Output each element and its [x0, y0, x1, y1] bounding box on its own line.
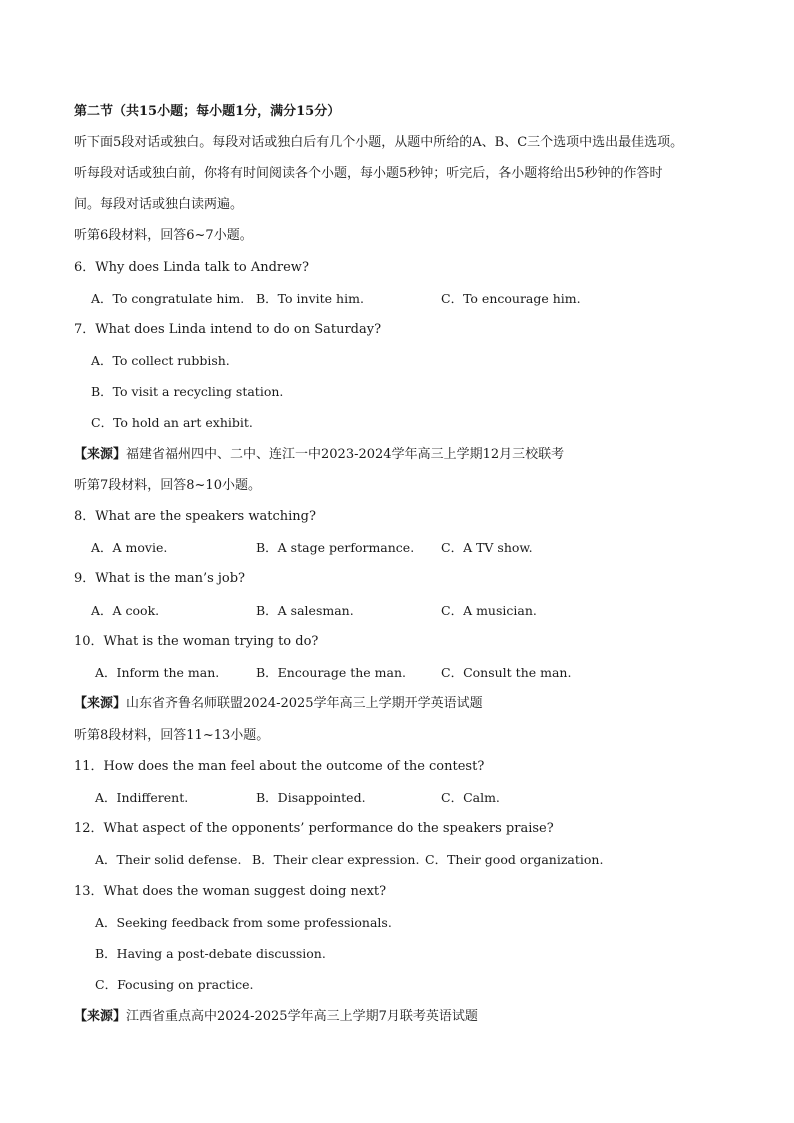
option-a: A．Indifferent.: [95, 790, 189, 805]
option-c: C．A musician.: [441, 603, 537, 618]
source-line: [74, 695, 483, 713]
option-c: C．To hold an art exhibit.: [91, 415, 253, 430]
question-stem: 13．What does the woman suggest doing next?: [74, 884, 387, 899]
source-text: 山东省齐鲁名师联盟2024-2025学年高三上学期开学英语试题: [126, 696, 483, 711]
source-text: 福建省福州四中、二中、连江一中2023-2024学年高三上学期12月三校联考: [126, 447, 565, 462]
option-a: A．Their solid defense.: [95, 852, 242, 867]
option-b: B．Encourage the man.: [256, 665, 407, 680]
instruction-line: 听下面5段对话或独白。每段对话或独白后有几个小题，从题中所给的A、B、C三个选项中选出最佳选项。: [74, 135, 684, 150]
instruction-line: 间。每段对话或独白读两遍。: [74, 197, 244, 212]
option-c: C．A TV show.: [441, 540, 533, 555]
option-b: B．To invite him.: [256, 291, 364, 306]
question-stem: 9．What is the man’s job?: [74, 571, 246, 586]
option-a: A．A cook.: [91, 603, 160, 618]
option-c: C．Their good organization.: [425, 852, 604, 867]
group-intro: 听第7段材料，回答8~10小题。: [74, 478, 261, 493]
source-line: [74, 446, 564, 464]
group-intro: 听第8段材料，回答11~13小题。: [74, 728, 270, 743]
question-stem: 7．What does Linda intend to do on Saturday?: [74, 322, 382, 337]
source-text: 江西省重点高中2024-2025学年高三上学期7月联考英语试题: [126, 1009, 478, 1024]
source-tag: 【来源】: [74, 447, 127, 462]
section-heading: 第二节（共15小题；每小题1分，满分15分）: [74, 104, 341, 119]
option-b: B．Having a post-debate discussion.: [95, 946, 326, 961]
option-b: B．Their clear expression.: [252, 852, 420, 867]
option-a: A．Seeking feedback from some professionals.: [95, 915, 392, 930]
question-stem: 8．What are the speakers watching?: [74, 509, 316, 524]
source-tag: 【来源】: [74, 696, 127, 711]
source-tag: 【来源】: [74, 1009, 127, 1024]
question-stem: 6．Why does Linda talk to Andrew?: [74, 260, 309, 275]
group-intro: 听第6段材料，回答6~7小题。: [74, 228, 253, 243]
question-stem: 12．What aspect of the opponents’ performance do the speakers praise?: [74, 821, 554, 836]
option-b: B．Disappointed.: [256, 790, 366, 805]
option-a: A．To congratulate him.: [91, 291, 245, 306]
option-a: A．To collect rubbish.: [91, 353, 230, 368]
option-c: C．Consult the man.: [441, 665, 572, 680]
option-b: B．A salesman.: [256, 603, 354, 618]
option-a: A．A movie.: [91, 540, 168, 555]
option-c: C．To encourage him.: [441, 291, 581, 306]
option-c: C．Focusing on practice.: [95, 977, 254, 992]
instruction-line: 听每段对话或独白前，你将有时间阅读各个小题，每小题5秒钟；听完后，各小题将给出5秒钟的作答时: [74, 166, 663, 181]
question-stem: 10．What is the woman trying to do?: [74, 634, 319, 649]
option-c: C．Calm.: [441, 790, 500, 805]
option-b: B．A stage performance.: [256, 540, 415, 555]
source-line: [74, 1008, 478, 1026]
option-b: B．To visit a recycling station.: [91, 384, 284, 399]
question-stem: 11．How does the man feel about the outcome of the contest?: [74, 759, 485, 774]
option-a: A．Inform the man.: [95, 665, 220, 680]
